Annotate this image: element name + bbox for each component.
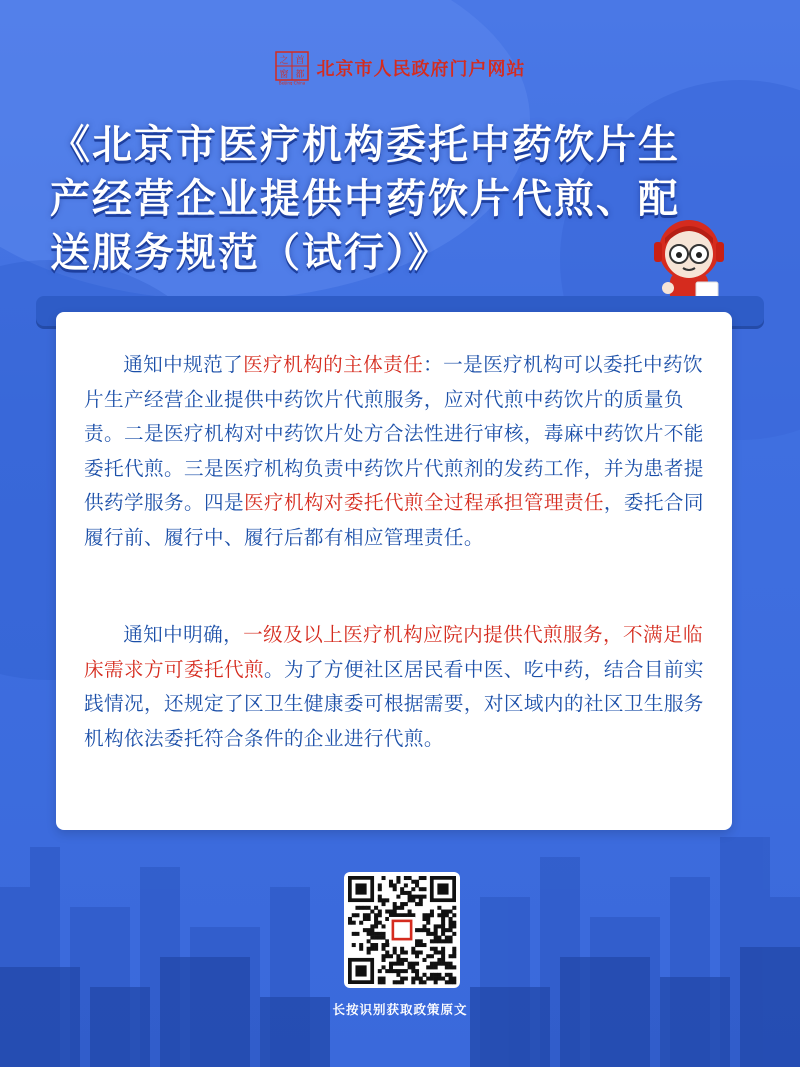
qr-caption: 长按识别获取政策原文 (332, 1002, 468, 1017)
svg-text:都: 都 (294, 70, 305, 80)
body-text: 。为了方便社区居民看中医、吃中药，结合目前实践情况，还规定了区卫生健康委可根据需要，对区域内的社区卫生服务机构依法委托符合条件的企业进行代煎。 (84, 657, 704, 750)
body-text: ，委托合同履行前、履行中、履行后都有相应管理责任。 (84, 491, 704, 549)
svg-text:之: 之 (278, 56, 289, 66)
body-text: 通知中规范了 (123, 353, 244, 376)
body-text: 通知中明确， (123, 623, 244, 646)
content-paragraph (84, 618, 704, 756)
title-line: 产经营企业提供中药饮片代煎、配 (50, 176, 680, 222)
content-card (56, 312, 732, 830)
title-line: 《北京市医疗机构委托中药饮片生 (50, 122, 680, 168)
site-name: 北京市人民政府门户网站 (316, 59, 526, 80)
highlight-text: 一级及以上医疗机构应院内提供代煎服务，不满足临床需求方可委托代煎 (84, 623, 704, 681)
body-text: ：一是医疗机构可以委托中药饮片生产经营企业提供中药饮片代煎服务，应对代煎中药饮片的质量负责。二是医疗机构对中药饮片处方合法性进行审核，毒麻中药饮片不能委托代煎。三是医疗机构负责中药饮片代煎剂的发药工作，并为患者提供药学服务。四是 (84, 353, 704, 514)
site-logo (275, 51, 309, 85)
highlight-text: 医疗机构对委托代煎全过程承担管理责任 (243, 491, 604, 514)
svg-text:Beijing·China: Beijing·China (278, 80, 305, 85)
page-title (50, 118, 750, 280)
highlight-text: 医疗机构的主体责任 (243, 353, 424, 376)
title-line: 送服务规范（试行）》 (50, 230, 450, 276)
svg-text:窗: 窗 (278, 70, 289, 80)
site-header (0, 48, 800, 88)
qr-code[interactable] (344, 872, 460, 988)
svg-text:首: 首 (294, 56, 305, 66)
content-paragraph (84, 348, 704, 555)
